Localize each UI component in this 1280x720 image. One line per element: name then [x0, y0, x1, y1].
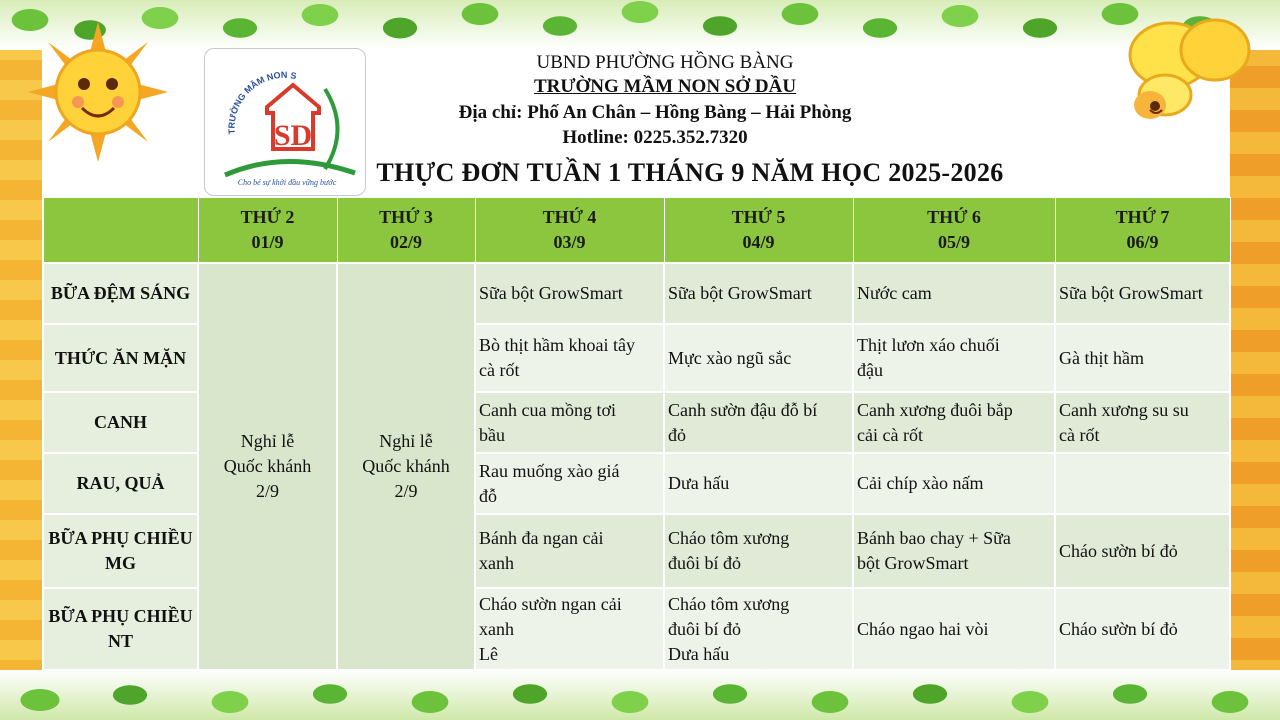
- header-day-sat: THỨ 7 06/9: [1055, 198, 1230, 264]
- menu-cell-empty: [1055, 453, 1230, 514]
- menu-cell: Dưa hấu: [664, 453, 853, 514]
- frame-top-leaves: [0, 0, 1280, 50]
- menu-cell: Mực xào ngũ sắc: [664, 324, 853, 392]
- header-day-tue: THỨ 3 02/9: [337, 198, 475, 264]
- menu-cell: Canh xương su su cà rốt: [1055, 392, 1230, 453]
- row-label: THỨC ĂN MẶN: [43, 324, 198, 392]
- weekly-menu-table: [42, 197, 1231, 671]
- menu-cell: Sữa bột GrowSmart: [475, 263, 664, 324]
- menu-cell: Nước cam: [853, 263, 1055, 324]
- menu-cell: Cháo tôm xương đuôi bí đỏ Dưa hấu: [664, 588, 853, 670]
- menu-cell: Canh xương đuôi bắp cải cà rốt: [853, 392, 1055, 453]
- row-label: BỮA ĐỆM SÁNG: [43, 263, 198, 324]
- authority-name: UBND PHƯỜNG HỒNG BÀNG: [536, 52, 794, 73]
- menu-cell: Bánh đa ngan cải xanh: [475, 514, 664, 588]
- menu-cell: Cháo sườn bí đỏ: [1055, 588, 1230, 670]
- menu-cell: Rau muống xào giá đỗ: [475, 453, 664, 514]
- menu-cell: Cháo ngao hai vòi: [853, 588, 1055, 670]
- menu-cell: Sữa bột GrowSmart: [1055, 263, 1230, 324]
- holiday-cell-tue: Nghỉ lễ Quốc khánh 2/9: [337, 263, 475, 670]
- menu-cell: Sữa bột GrowSmart: [664, 263, 853, 324]
- butterfly-icon: [1110, 10, 1260, 130]
- menu-cell: Cải chíp xào nấm: [853, 453, 1055, 514]
- menu-cell: Cháo sườn bí đỏ: [1055, 514, 1230, 588]
- header-corner: [43, 198, 198, 264]
- logo-slogan: Cho bé sự khởi đầu vững bước: [237, 178, 337, 187]
- header-day-wed: THỨ 4 03/9: [475, 198, 664, 264]
- school-address: Địa chỉ: Phố An Chân – Hồng Bàng – Hải Phòng: [458, 102, 852, 123]
- header-day-fri: THỨ 6 05/9: [853, 198, 1055, 264]
- table-header-row: [43, 198, 1230, 264]
- header-day-thu: THỨ 5 04/9: [664, 198, 853, 264]
- menu-cell: Cháo tôm xương đuôi bí đỏ: [664, 514, 853, 588]
- menu-cell: Canh cua mồng tơi bầu: [475, 392, 664, 453]
- logo-arc-text: TRƯỜNG MẦM NON S: [226, 69, 298, 135]
- header-day-mon: THỨ 2 01/9: [198, 198, 337, 264]
- page-title: THỰC ĐƠN TUẦN 1 THÁNG 9 NĂM HỌC 2025-2026: [376, 158, 1004, 187]
- menu-cell: Bánh bao chay + Sữa bột GrowSmart: [853, 514, 1055, 588]
- menu-cell: Canh sườn đậu đỗ bí đỏ: [664, 392, 853, 453]
- row-label: RAU, QUẢ: [43, 453, 198, 514]
- menu-cell: Cháo sườn ngan cải xanh Lê: [475, 588, 664, 670]
- table-row: [43, 263, 1230, 324]
- sun-icon: [28, 22, 168, 162]
- frame-bottom-leaves: [0, 670, 1280, 720]
- school-name: TRƯỜNG MẦM NON SỞ DẦU: [533, 76, 797, 97]
- holiday-cell-mon: Nghỉ lễ Quốc khánh 2/9: [198, 263, 337, 670]
- row-label: CANH: [43, 392, 198, 453]
- logo-monogram: SD: [273, 119, 313, 152]
- row-label: BỮA PHỤ CHIỀU MG: [43, 514, 198, 588]
- menu-cell: Bò thịt hầm khoai tây cà rốt: [475, 324, 664, 392]
- menu-cell: Thịt lươn xáo chuối đậu: [853, 324, 1055, 392]
- school-hotline: Hotline: 0225.352.7320: [562, 127, 748, 148]
- row-label: BỮA PHỤ CHIỀU NT: [43, 588, 198, 670]
- menu-cell: Gà thịt hầm: [1055, 324, 1230, 392]
